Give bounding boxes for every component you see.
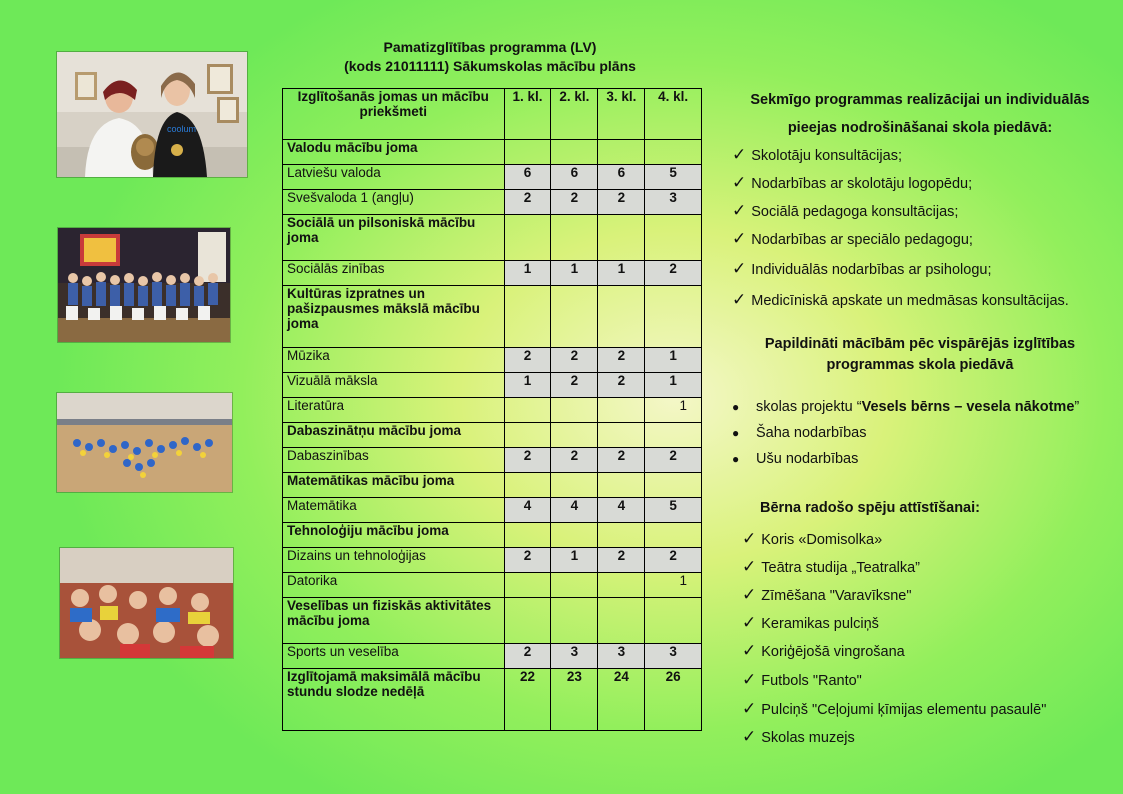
row-value bbox=[504, 423, 551, 448]
row-value: 2 bbox=[551, 190, 598, 215]
row-value bbox=[504, 523, 551, 548]
row-value: 2 bbox=[598, 448, 645, 473]
row-value bbox=[504, 398, 551, 423]
table-row bbox=[283, 373, 702, 398]
row-value: 1 bbox=[645, 398, 702, 423]
row-label: Matemātikas mācību joma bbox=[283, 473, 505, 498]
row-value: 26 bbox=[645, 669, 702, 731]
checkmark-icon: ✓ bbox=[732, 145, 747, 164]
offer-heading-line2: pieejas nodrošināšanai skola piedāvā: bbox=[787, 120, 1053, 136]
row-value bbox=[551, 140, 598, 165]
extra-item-label: Šaha nodarbības bbox=[756, 425, 867, 441]
row-value: 1 bbox=[504, 261, 551, 286]
row-value: 22 bbox=[504, 669, 551, 731]
row-value: 4 bbox=[504, 498, 551, 523]
row-value: 2 bbox=[504, 348, 551, 373]
row-value: 2 bbox=[645, 548, 702, 573]
creative-item bbox=[742, 613, 879, 633]
offer-item bbox=[732, 173, 972, 193]
row-value bbox=[645, 473, 702, 498]
header-grade: 1. kl. bbox=[504, 89, 551, 140]
row-value: 2 bbox=[504, 644, 551, 669]
row-value bbox=[645, 215, 702, 261]
row-value bbox=[598, 398, 645, 423]
row-value bbox=[504, 215, 551, 261]
row-label: Mūzika bbox=[283, 348, 505, 373]
creative-item bbox=[742, 699, 1046, 719]
row-label: Matemātika bbox=[283, 498, 505, 523]
creative-item-label: Keramikas pulciņš bbox=[761, 616, 879, 632]
creative-item bbox=[742, 727, 855, 747]
row-value: 1 bbox=[645, 373, 702, 398]
photo-children-stage bbox=[57, 227, 231, 343]
table-row bbox=[283, 261, 702, 286]
bullet-icon: ● bbox=[732, 426, 740, 440]
row-value bbox=[551, 286, 598, 348]
offer-item bbox=[732, 259, 991, 279]
table-row bbox=[283, 348, 702, 373]
row-value bbox=[598, 286, 645, 348]
checkmark-icon: ✓ bbox=[732, 201, 747, 220]
row-label: Vizuālā māksla bbox=[283, 373, 505, 398]
extra-heading-line1: Papildināti mācībām pēc vispārējās izglītības bbox=[764, 336, 1076, 352]
row-value bbox=[504, 473, 551, 498]
row-value: 2 bbox=[551, 448, 598, 473]
row-value: 5 bbox=[645, 165, 702, 190]
bullet-icon: ● bbox=[732, 400, 740, 414]
checkmark-icon: ✓ bbox=[732, 173, 747, 192]
row-value: 1 bbox=[551, 548, 598, 573]
creative-item bbox=[742, 585, 912, 605]
row-value bbox=[551, 598, 598, 644]
row-label: Valodu mācību joma bbox=[283, 140, 505, 165]
creative-item-label: Futbols "Ranto" bbox=[761, 673, 862, 689]
row-value: 1 bbox=[645, 348, 702, 373]
table-row bbox=[283, 669, 702, 731]
extra-heading-line2: programmas skola piedāvā bbox=[826, 357, 1014, 373]
row-value bbox=[551, 398, 598, 423]
row-value: 1 bbox=[551, 261, 598, 286]
checkmark-icon: ✓ bbox=[732, 229, 747, 248]
table-row bbox=[283, 448, 702, 473]
row-label: Dabaszinātņu mācību joma bbox=[283, 423, 505, 448]
table-row bbox=[283, 398, 702, 423]
row-label: Sports un veselība bbox=[283, 644, 505, 669]
row-label: Latviešu valoda bbox=[283, 165, 505, 190]
row-label: Datorika bbox=[283, 573, 505, 598]
row-value bbox=[645, 523, 702, 548]
checkmark-icon: ✓ bbox=[742, 529, 757, 548]
offer-item-label: Nodarbības ar speciālo pedagogu; bbox=[751, 232, 973, 248]
offer-item bbox=[732, 145, 902, 165]
row-value: 2 bbox=[551, 373, 598, 398]
extra-item bbox=[732, 425, 866, 441]
row-value: 5 bbox=[645, 498, 702, 523]
creative-item-label: Zīmēšana "Varavīksne" bbox=[761, 588, 912, 604]
row-value bbox=[551, 423, 598, 448]
table-row bbox=[283, 548, 702, 573]
table-row bbox=[283, 286, 702, 348]
offer-item bbox=[732, 229, 973, 249]
table-row bbox=[283, 140, 702, 165]
creative-item-label: Pulciņš "Ceļojumi ķīmijas elementu pasaulē" bbox=[761, 702, 1047, 718]
row-value: 6 bbox=[598, 165, 645, 190]
row-value bbox=[645, 286, 702, 348]
row-value bbox=[504, 598, 551, 644]
row-value bbox=[598, 473, 645, 498]
table-row bbox=[283, 598, 702, 644]
table-row bbox=[283, 573, 702, 598]
extra-item bbox=[732, 451, 858, 467]
offer-item-label: Medicīniskā apskate un medmāsas konsultācijas. bbox=[751, 293, 1069, 309]
row-value: 3 bbox=[645, 644, 702, 669]
creative-item bbox=[742, 557, 920, 577]
row-value: 3 bbox=[551, 644, 598, 669]
photo-children-audience bbox=[59, 547, 234, 659]
row-value: 24 bbox=[598, 669, 645, 731]
checkmark-icon: ✓ bbox=[742, 699, 757, 718]
row-value: 2 bbox=[598, 373, 645, 398]
row-value: 1 bbox=[598, 261, 645, 286]
photo-gym-formation bbox=[56, 392, 233, 493]
row-value bbox=[645, 423, 702, 448]
row-value bbox=[598, 215, 645, 261]
checkmark-icon: ✓ bbox=[742, 727, 757, 746]
row-value: 6 bbox=[504, 165, 551, 190]
checkmark-icon: ✓ bbox=[742, 670, 757, 689]
table-row bbox=[283, 215, 702, 261]
row-value: 4 bbox=[598, 498, 645, 523]
row-value bbox=[598, 523, 645, 548]
row-label: Dizains un tehnoloģijas bbox=[283, 548, 505, 573]
extra-item-label: Ušu nodarbības bbox=[756, 451, 859, 467]
row-value: 1 bbox=[645, 573, 702, 598]
checkmark-icon: ✓ bbox=[732, 290, 747, 309]
table-row bbox=[283, 644, 702, 669]
row-value bbox=[598, 573, 645, 598]
row-value bbox=[598, 598, 645, 644]
row-value: 23 bbox=[551, 669, 598, 731]
row-label: Kultūras izpratnes un pašizpausmes mākslā mācību joma bbox=[283, 286, 505, 348]
checkmark-icon: ✓ bbox=[742, 641, 757, 660]
row-value bbox=[504, 573, 551, 598]
study-plan-table bbox=[282, 88, 702, 731]
row-label: Tehnoloģiju mācību joma bbox=[283, 523, 505, 548]
row-label: Sociālā un pilsoniskā mācību joma bbox=[283, 215, 505, 261]
header-grade: 2. kl. bbox=[551, 89, 598, 140]
project-suffix: ” bbox=[1074, 399, 1080, 415]
creative-heading: Bērna radošo spēju attīstīšanai: bbox=[760, 500, 980, 516]
row-value: 4 bbox=[551, 498, 598, 523]
row-value bbox=[598, 423, 645, 448]
creative-item-label: Teātra studija „Teatralka” bbox=[761, 560, 921, 576]
offer-item-label: Nodarbības ar skolotāju logopēdu; bbox=[751, 176, 973, 192]
table-row bbox=[283, 190, 702, 215]
table-row bbox=[283, 473, 702, 498]
header-grade: 3. kl. bbox=[598, 89, 645, 140]
row-label: Sociālās zinības bbox=[283, 261, 505, 286]
row-value bbox=[598, 140, 645, 165]
checkmark-icon: ✓ bbox=[742, 557, 757, 576]
project-prefix: skolas projektu “ bbox=[756, 399, 862, 415]
table-row bbox=[283, 523, 702, 548]
row-label: Literatūra bbox=[283, 398, 505, 423]
offer-heading-line1: Sekmīgo programmas realizācijai un individuālās bbox=[750, 92, 1090, 108]
row-value: 2 bbox=[645, 448, 702, 473]
row-value: 6 bbox=[551, 165, 598, 190]
header-subject: Izglītošanās jomas un mācību priekšmeti bbox=[283, 89, 505, 140]
checkmark-icon: ✓ bbox=[742, 585, 757, 604]
row-value bbox=[551, 573, 598, 598]
creative-item-label: Koriģējošā vingrošana bbox=[761, 644, 905, 660]
table-row bbox=[283, 498, 702, 523]
creative-item-label: Skolas muzejs bbox=[761, 730, 855, 746]
offer-item-label: Individuālās nodarbības ar psihologu; bbox=[751, 262, 992, 278]
bullet-icon: ● bbox=[732, 452, 740, 466]
row-value bbox=[645, 140, 702, 165]
header-grade: 4. kl. bbox=[645, 89, 702, 140]
row-value: 3 bbox=[645, 190, 702, 215]
extra-item-project bbox=[732, 399, 1079, 415]
creative-item bbox=[742, 529, 882, 549]
row-value: 2 bbox=[598, 348, 645, 373]
photo-award-teacher-student bbox=[56, 51, 248, 178]
row-value bbox=[645, 598, 702, 644]
row-value: 2 bbox=[504, 448, 551, 473]
offer-item bbox=[732, 290, 1069, 310]
row-value: 2 bbox=[645, 261, 702, 286]
creative-item bbox=[742, 641, 905, 661]
row-value: 2 bbox=[551, 348, 598, 373]
table-row bbox=[283, 423, 702, 448]
row-value: 2 bbox=[598, 190, 645, 215]
offer-item-label: Sociālā pedagoga konsultācijas; bbox=[751, 204, 959, 220]
row-value: 2 bbox=[504, 548, 551, 573]
shirt-logo-text: coolum bbox=[167, 124, 197, 134]
row-value: 1 bbox=[504, 373, 551, 398]
offer-item bbox=[732, 201, 958, 221]
row-label: Veselības un fiziskās aktivitātes mācību joma bbox=[283, 598, 505, 644]
program-subtitle: (kods 21011111) Sākumskolas mācību plāns bbox=[344, 58, 636, 74]
row-label: Dabaszinības bbox=[283, 448, 505, 473]
row-value: 3 bbox=[598, 644, 645, 669]
row-value bbox=[551, 473, 598, 498]
row-value bbox=[504, 140, 551, 165]
offer-item-label: Skolotāju konsultācijas; bbox=[751, 148, 902, 164]
row-value bbox=[551, 523, 598, 548]
table-header-row bbox=[283, 89, 702, 140]
creative-item-label: Koris «Domisolka» bbox=[761, 532, 883, 548]
project-name: Vesels bērns – vesela nākotme bbox=[861, 399, 1075, 415]
row-value: 2 bbox=[598, 548, 645, 573]
row-value bbox=[551, 215, 598, 261]
row-value: 2 bbox=[504, 190, 551, 215]
program-title: Pamatizglītības programma (LV) bbox=[383, 39, 597, 55]
checkmark-icon: ✓ bbox=[732, 259, 747, 278]
creative-item bbox=[742, 670, 862, 690]
checkmark-icon: ✓ bbox=[742, 613, 757, 632]
row-value bbox=[504, 286, 551, 348]
table-row bbox=[283, 165, 702, 190]
row-label: Izglītojamā maksimālā mācību stundu slodze nedēļā bbox=[283, 669, 505, 731]
row-label: Svešvaloda 1 (angļu) bbox=[283, 190, 505, 215]
